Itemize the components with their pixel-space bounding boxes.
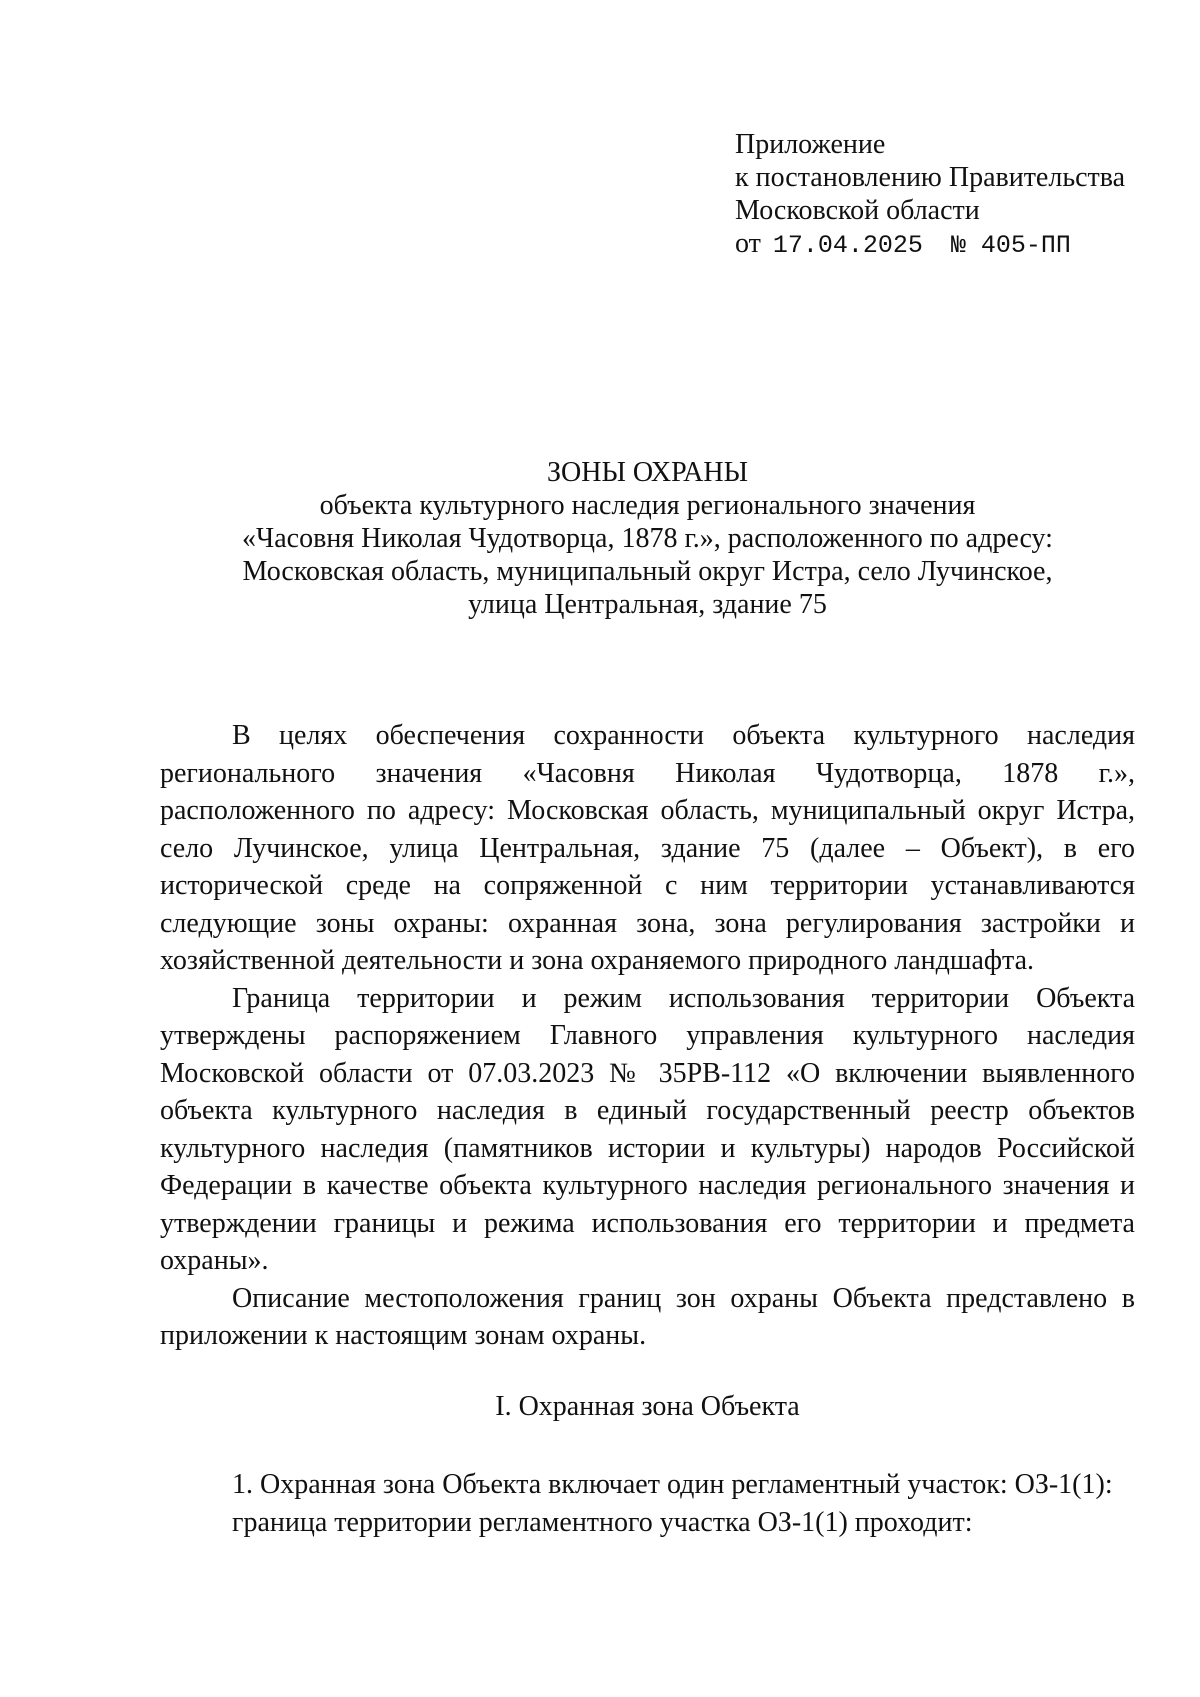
title-line-1: объекта культурного наследия регионального значения (319, 490, 976, 521)
title-line-2: «Часовня Николая Чудотворца, 1878 г.», расположенного по адресу: (242, 523, 1053, 554)
paragraph-2: Граница территории и режим использования территории Объекта утверждены распоряжением Главного управления культурного наследия Московской области от 07.03.2023 № 35РВ-112 «О включении выявленного объекта культурного наследия в единый государственный реестр объектов культурного наследия (памятников истории и культуры) народов Российской Федерации в качестве объекта культурного наследия регионального значения и утверждении границы и режима использования его территории и предмета охраны». (160, 982, 1135, 1276)
appendix-date-prefix: от (735, 228, 761, 259)
appendix-number: № 405-ПП (950, 231, 1071, 260)
appendix-date-line (735, 227, 1175, 262)
title-line-4: улица Центральная, здание 75 (468, 589, 827, 620)
title-line-3: Московская область, муниципальный округ Истра, село Лучинское, (242, 556, 1053, 587)
title-heading: ЗОНЫ ОХРАНЫ (547, 457, 748, 488)
document-body (160, 717, 1135, 1355)
appendix-region: Московской области (735, 195, 980, 226)
clause-1 (232, 1466, 1142, 1541)
appendix-label: Приложение (735, 129, 886, 160)
section-heading: I. Охранная зона Объекта (495, 1391, 800, 1422)
clause-1-line-1: 1. Охранная зона Объекта включает один регламентный участок: ОЗ-1(1): (232, 1469, 1113, 1500)
clause-1-line-2: граница территории регламентного участка ОЗ-1(1) проходит: (232, 1506, 973, 1538)
paragraph-1: В целях обеспечения сохранности объекта культурного наследия регионального значения «Часовня Николая Чудотворца, 1878 г.», расположенного по адресу: Московская область, муниципальный округ Истра, село Лучинское, улица Центральная, здание 75 (далее – Объект), в его исторической среде на сопряженной с ним территории устанавливаются следующие зоны охраны: охранная зона, зона регулирования застройки и хозяйственной деятельности и зона охраняемого природного ландшафта. (160, 720, 1135, 976)
appendix-date: 17.04.2025 (772, 231, 923, 260)
document-title (160, 456, 1135, 621)
appendix-decree-ref: к постановлению Правительства (735, 162, 1126, 193)
paragraph-3: Описание местоположения границ зон охраны Объекта представлено в приложении к настоящим зонам охраны. (160, 1282, 1135, 1351)
appendix-block (735, 128, 1175, 262)
